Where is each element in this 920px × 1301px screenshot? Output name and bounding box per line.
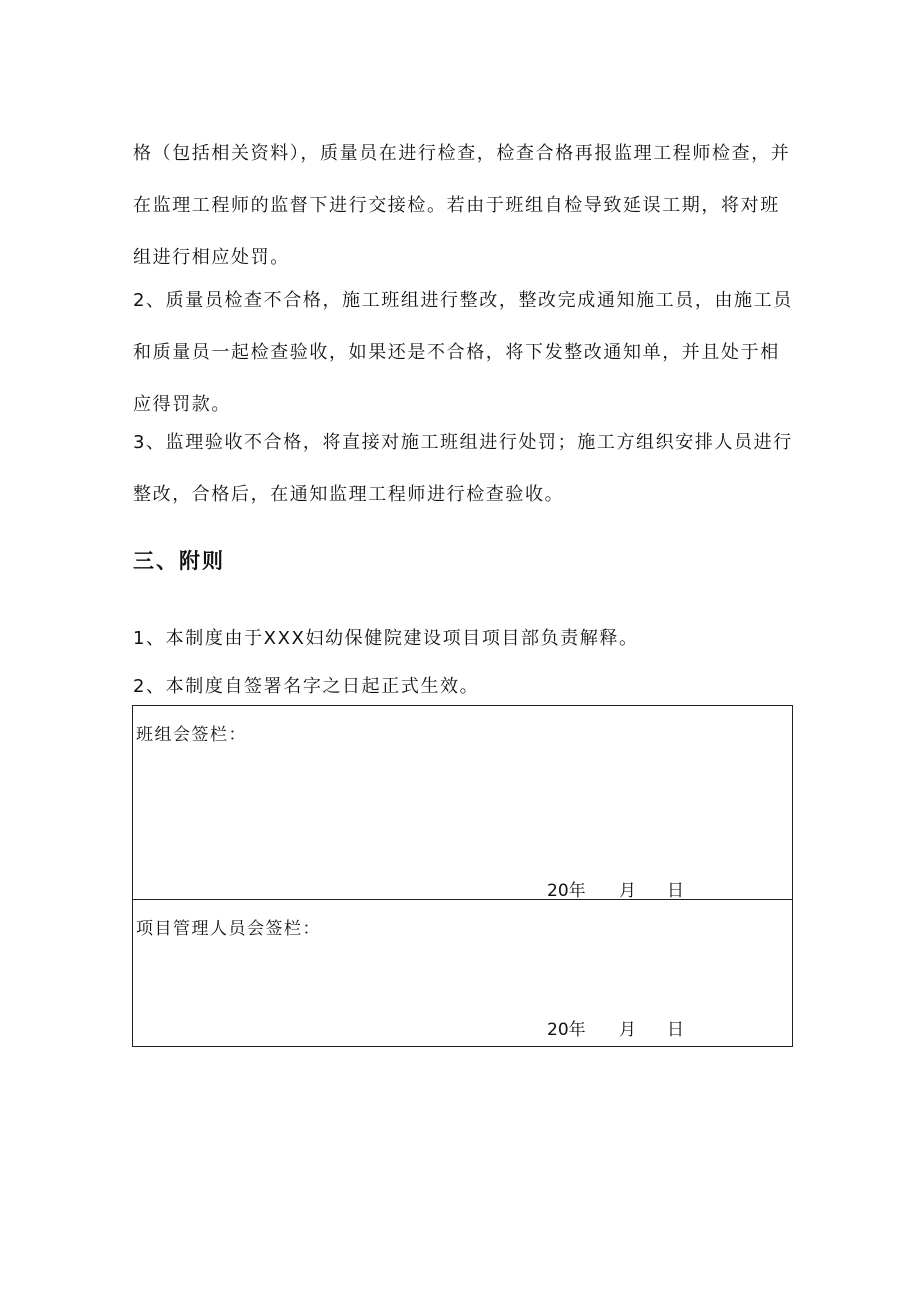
signature-date: [547, 876, 684, 901]
appendix-note-2: 2、本制度自签署名字之日起正式生效。: [133, 676, 480, 697]
section-heading: 三、附则: [133, 549, 225, 573]
date-day: 日: [667, 1020, 684, 1040]
date-month: 月: [619, 1020, 636, 1040]
paragraph-item-2: 2、质量员检查不合格，施工班组进行整改，整改完成通知施工员，由施工员和质量员一起检查验收，如果还是不合格，将下发整改通知单，并且处于相应得罚款。: [133, 290, 793, 415]
paragraph-continuation: 格（包括相关资料），质量员在进行检查，检查合格再报监理工程师检查，并在监理工程师的监督下进行交接检。若由于班组自检导致延误工期，将对班组进行相应处罚。: [133, 143, 791, 268]
date-month: 月: [619, 881, 636, 901]
date-year: 20年: [547, 1020, 586, 1040]
signature-date: [547, 1015, 684, 1040]
appendix-note-1: 1、本制度由于XXX妇幼保健院建设项目项目部负责解释。: [133, 628, 639, 649]
date-day: 日: [667, 881, 684, 901]
signature-cell-team: [133, 706, 792, 900]
signature-cell-management: [133, 900, 792, 1046]
date-year: 20年: [547, 881, 586, 901]
signature-label: 班组会签栏：: [136, 725, 247, 745]
paragraph-item-3: 3、监理验收不合格，将直接对施工班组进行处罚；施工方组织安排人员进行整改，合格后，在通知监理工程师进行检查验收。: [133, 432, 793, 505]
signature-table: [132, 705, 793, 1047]
signature-label: 项目管理人员会签栏：: [136, 919, 321, 939]
